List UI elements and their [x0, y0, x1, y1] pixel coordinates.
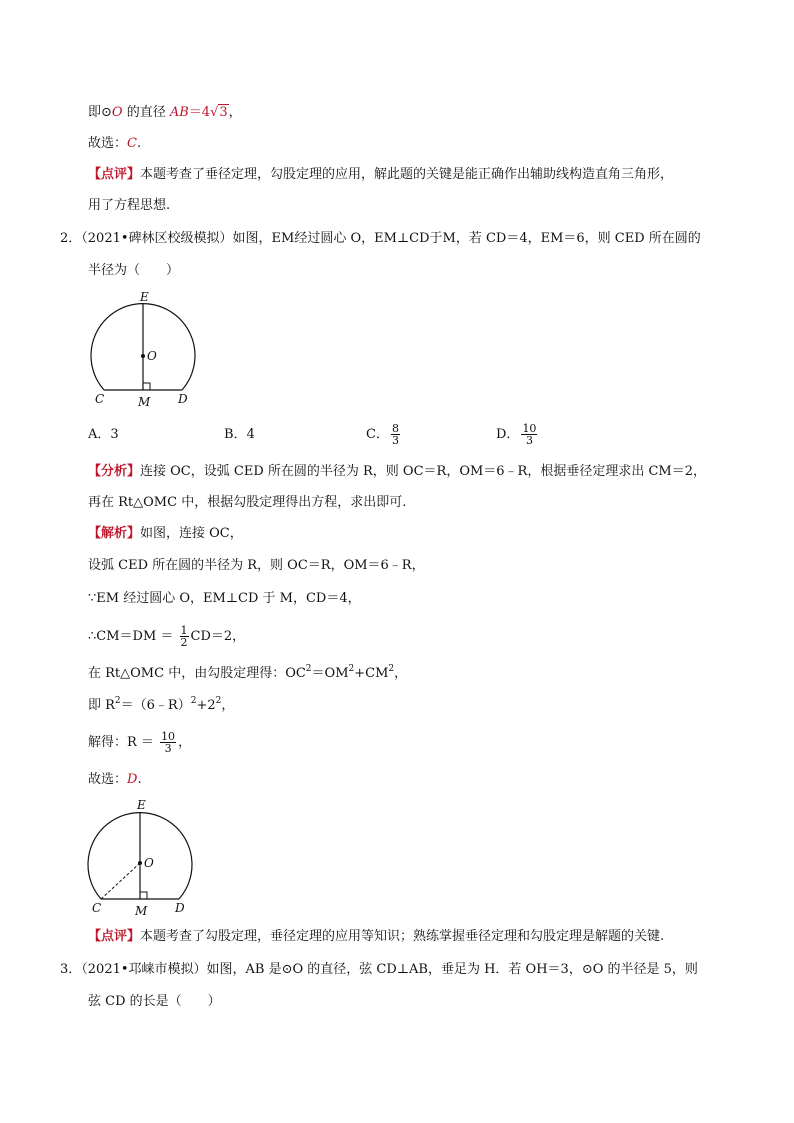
center-point-o [138, 861, 142, 865]
solution-text: 即 R [88, 698, 115, 713]
q2-review-line [88, 928, 664, 946]
label-o: O [144, 856, 154, 870]
solution-text: 故选： [88, 772, 128, 787]
solution-line1 [88, 525, 243, 543]
numerator: 8 [391, 422, 399, 435]
option-letter: D． [496, 427, 520, 442]
q3-stem-line2: 弦 CD 的长是（ ） [88, 994, 221, 1009]
analysis-text: 连接 OC，设弧 CED 所在圆的半径为 R，则 OC＝R，OM＝6﹣R，根据垂径定理求出 CM＝2， [140, 464, 707, 479]
answer: D [127, 772, 138, 787]
prev-review-line2 [88, 197, 170, 215]
math-sqrt: 3 [219, 105, 228, 120]
label-e: E [137, 798, 146, 812]
solution-text: CD＝2， [190, 629, 246, 644]
solution-text: ， [394, 666, 408, 681]
solution-text: +2 [196, 698, 216, 713]
review-text: 本题考查了勾股定理，垂径定理的应用等知识；熟练掌握垂径定理和勾股定理是解题的关键. [140, 929, 665, 944]
answer: C [127, 136, 137, 151]
solution-line8 [88, 771, 142, 789]
solution-line6 [88, 697, 234, 716]
solution-tag: 【解析】 [88, 526, 141, 541]
solution-text: 解得：R ＝ [88, 735, 159, 750]
analysis-line2: 再在 Rt△OMC 中，根据勾股定理得出方程，求出即可. [88, 495, 407, 510]
math-value: ＝4 [188, 105, 211, 120]
option-letter: B． [224, 427, 247, 442]
prev-answer-line: 即⊙O 的直径 AB＝4√3， [88, 105, 242, 120]
q2-stem-line1: 2．（2021•碑林区校级模拟）如图，EM经过圆心 O，EM⊥CD于M，若 CD＝4，EM＝6，则 CED 所在圆的 [60, 231, 701, 246]
label-d: D [178, 392, 188, 406]
solution-text: +CM [354, 666, 389, 681]
label-c: C [95, 392, 105, 406]
label-m: M [138, 395, 151, 409]
analysis-tag: 【分析】 [88, 464, 141, 479]
exponent: 2 [388, 664, 395, 674]
denominator: 2 [180, 636, 188, 649]
option-d[interactable] [496, 418, 539, 452]
text: 的直径 [122, 105, 170, 120]
result-fraction [160, 731, 176, 754]
numerator: 1 [180, 624, 188, 637]
text: 故选： [88, 136, 128, 151]
exponent: 2 [348, 664, 355, 674]
exponent: 2 [114, 696, 121, 706]
denominator: 3 [391, 434, 399, 447]
option-a[interactable] [88, 426, 119, 444]
solution-text: 在 Rt△OMC 中，由勾股定理得：OC [88, 666, 306, 681]
label-o: O [147, 349, 157, 363]
q2-stem-line2: 半径为（ ） [88, 263, 180, 278]
solution-text: ＝（6﹣R） [120, 698, 191, 713]
right-angle-mark [140, 892, 147, 899]
numerator: 10 [522, 422, 537, 435]
denominator: 3 [525, 434, 533, 447]
prev-choice-line [88, 135, 141, 153]
label-d: D [175, 901, 185, 915]
label-c: C [92, 901, 102, 915]
solution-line4 [88, 620, 245, 654]
text: ， [228, 105, 242, 120]
option-fraction [391, 423, 400, 446]
solution-text: ∴CM＝DM ＝ [88, 629, 178, 644]
option-letter: C． [366, 427, 389, 442]
label-e: E [140, 290, 149, 304]
option-b[interactable] [224, 426, 255, 444]
math-ab: AB [169, 105, 189, 120]
exponent: 2 [215, 696, 222, 706]
option-value: 3 [110, 427, 119, 442]
solution-line2: 设弧 CED 所在圆的半径为 R，则 OC＝R，OM＝6﹣R， [88, 558, 425, 573]
option-fraction [521, 423, 537, 446]
numerator: 10 [161, 730, 176, 743]
q3-stem-line1: 3．（2021•邛崃市模拟）如图，AB 是⊙O 的直径，弦 CD⊥AB，垂足为 H．若 OH＝3，⊙O 的半径是 5，则 [60, 962, 698, 977]
review-tag: 【点评】 [88, 167, 141, 182]
solution-line5 [88, 665, 407, 684]
center-point-o [141, 354, 145, 358]
label-m: M [135, 904, 148, 918]
right-angle-mark [143, 383, 150, 390]
solution-text: ＝OM [311, 666, 349, 681]
review-text: 用了方程思想. [88, 198, 171, 213]
q2-figure [85, 285, 215, 410]
review-text: 本题考查了垂径定理，勾股定理的应用，解此题的关键是能正确作出辅助线构造直角三角形， [140, 167, 674, 182]
option-c[interactable] [366, 418, 402, 452]
solution-line3: ∵EM 经过圆心 O，EM⊥CD 于 M，CD＝4， [88, 591, 361, 606]
option-value: 4 [246, 427, 255, 442]
prev-review-line1 [88, 166, 673, 184]
option-letter: A． [88, 427, 111, 442]
segment-oc-dashed [101, 863, 140, 899]
text: . [136, 136, 142, 151]
text: 即⊙ [88, 105, 112, 120]
denominator: 3 [164, 742, 172, 755]
exponent: 2 [305, 664, 312, 674]
exponent: 2 [190, 696, 197, 706]
analysis-line1 [88, 463, 706, 481]
half-fraction [180, 625, 189, 648]
solution-text: ， [221, 698, 235, 713]
review-tag: 【点评】 [88, 929, 141, 944]
math-o: O [111, 105, 123, 120]
solution-text: ， [178, 735, 192, 750]
solution-text: 如图，连接 OC， [140, 526, 243, 541]
solution-line7 [88, 726, 191, 760]
solution-text: . [137, 772, 142, 787]
q2-solution-figure [82, 793, 212, 918]
